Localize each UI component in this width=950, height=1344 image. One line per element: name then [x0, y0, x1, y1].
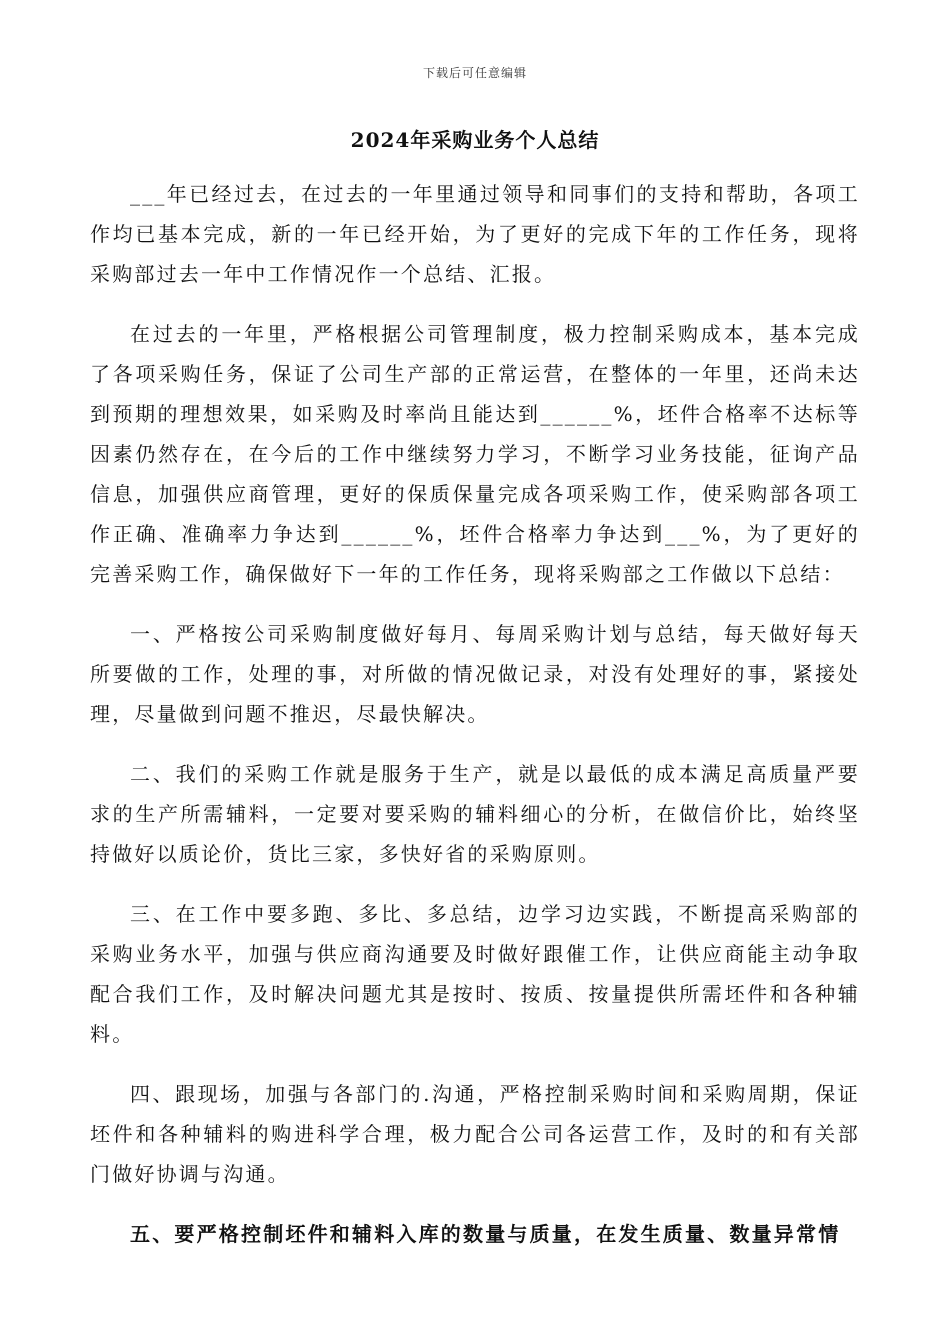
document-title: 2024年采购业务个人总结 — [350, 128, 600, 152]
paragraph-overview: 在过去的一年里，严格根据公司管理制度，极力控制采购成本，基本完成了各项采购任务，保证了公司生产部的正常运营，在整体的一年里，还尚未达到预期的理想效果，如采购及时率尚且能达到______%，坯件合格率不达标等因素仍然存在，在今后的工作中继续努力学习，不断学习业务技能，征询产品信息，加强供应商管理，更好的保质保量完成各项采购工作，使采购部各项工作正确、准确率力争达到______%，坯件合格率力争达到___%，为了更好的完善采购工作，确保做好下一年的工作任务，现将采购部之工作做以下总结： — [90, 322, 860, 586]
paragraph-item-2: 二、我们的采购工作就是服务于生产，就是以最低的成本满足高质量严要求的生产所需辅料，一定要对要采购的辅料细心的分析，在做信价比，始终坚持做好以质论价，货比三家，多快好省的采购原则。 — [90, 762, 860, 866]
header-note: 下载后可任意编辑 — [422, 66, 527, 80]
paragraph-item-1: 一、严格按公司采购制度做好每月、每周采购计划与总结，每天做好每天所要做的工作，处理的事，对所做的情况做记录，对没有处理好的事，紧接处理，尽量做到问题不推迟，尽最快解决。 — [90, 622, 860, 726]
document-body — [90, 174, 860, 1274]
paragraph-item-5: 五、要严格控制坯件和辅料入库的数量与质量，在发生质量、数量异常情 — [130, 1222, 841, 1246]
paragraph-item-3: 三、在工作中要多跑、多比、多总结，边学习边实践，不断提高采购部的采购业务水平，加强与供应商沟通要及时做好跟催工作，让供应商能主动争取配合我们工作，及时解决问题尤其是按时、按质、按量提供所需坯件和各种辅料。 — [90, 902, 860, 1046]
paragraph-item-4: 四、跟现场，加强与各部门的.沟通，严格控制采购时间和采购周期，保证坯件和各种辅料的购进科学合理，极力配合公司各运营工作，及时的和有关部门做好协调与沟通。 — [90, 1082, 860, 1186]
paragraph-intro: ___年已经过去，在过去的一年里通过领导和同事们的支持和帮助，各项工作均已基本完成，新的一年已经开始，为了更好的完成下年的工作任务，现将采购部过去一年中工作情况作一个总结、汇报。 — [90, 182, 860, 286]
